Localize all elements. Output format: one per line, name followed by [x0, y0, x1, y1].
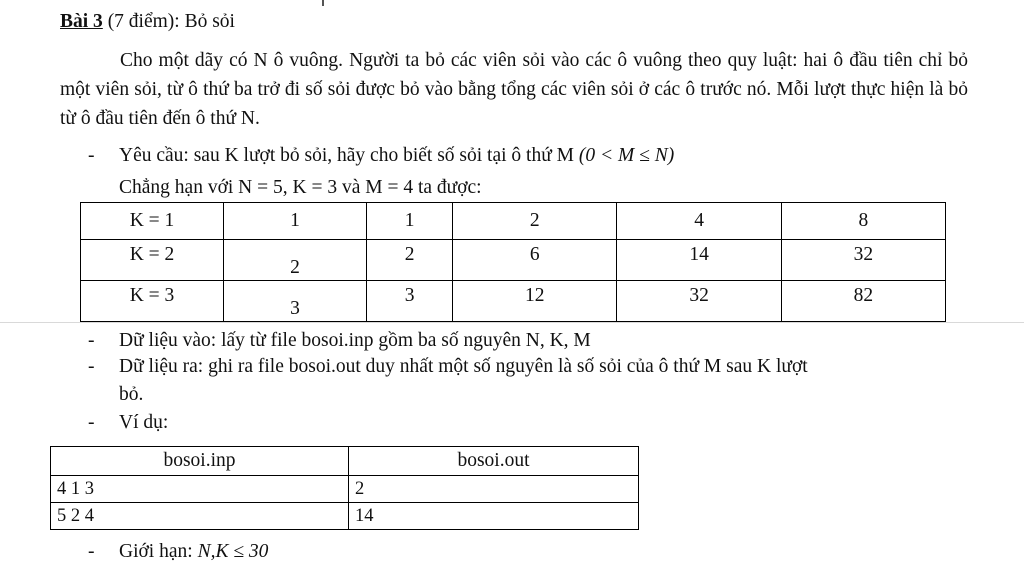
- bullet-dash: -: [88, 145, 95, 166]
- example-cell: 82: [781, 281, 945, 322]
- example-cell: 2: [224, 240, 367, 281]
- example-table-row: [81, 203, 946, 240]
- example-cell: 12: [453, 281, 617, 322]
- io-table-row: [51, 476, 639, 503]
- exercise-title: [60, 11, 235, 33]
- requirement-condition: (0 < M ≤ N): [578, 145, 675, 166]
- problem-description: Cho một dãy có N ô vuông. Người ta bỏ các viên sỏi vào các ô vuông theo quy luật: hai ô đầu tiên chỉ bỏ một viên sỏi, từ ô thứ ba trở đi số sỏi được bỏ vào bằng tổng các viên sỏi ở các ô trước nó. Mỗi lượt thực hiện là bỏ từ ô đầu tiên đến ô thứ N.: [60, 50, 968, 129]
- example-intro: Chẳng hạn với N = 5, K = 3 và M = 4 ta được:: [119, 177, 482, 198]
- requirement-item: [88, 145, 675, 167]
- exercise-heading: (7 điểm): Bỏ sỏi: [107, 11, 235, 32]
- io-output-cell: 2: [349, 476, 639, 503]
- example-cell: 4: [617, 203, 781, 240]
- example-cell: 6: [453, 240, 617, 281]
- example-cell: 32: [781, 240, 945, 281]
- output-item: [88, 356, 808, 378]
- example-cell: 32: [617, 281, 781, 322]
- exercise-number: Bài 3: [60, 11, 103, 32]
- top-edge-mark: [322, 0, 324, 6]
- example-cell: 1: [367, 203, 453, 240]
- example-row-label: K = 2: [81, 240, 224, 281]
- example-cell: 2: [453, 203, 617, 240]
- example-table: [80, 202, 946, 322]
- bullet-dash: -: [88, 330, 95, 351]
- limit-label: Giới hạn:: [119, 541, 193, 562]
- io-output-cell: 14: [349, 503, 639, 530]
- example-row-label: K = 3: [81, 281, 224, 322]
- io-table-row: [51, 503, 639, 530]
- example-cell: 1: [224, 203, 367, 240]
- example-label: Ví dụ:: [119, 412, 169, 433]
- requirement-text: Yêu cầu: sau K lượt bỏ sỏi, hãy cho biết số sỏi tại ô thứ M: [119, 145, 574, 166]
- example-cell: 3: [367, 281, 453, 322]
- example-cell: 3: [224, 281, 367, 322]
- example-cell: 14: [617, 240, 781, 281]
- example-cell: 8: [781, 203, 945, 240]
- io-header-output: bosoi.out: [349, 447, 639, 476]
- example-table-row: [81, 240, 946, 281]
- example-cell: 2: [367, 240, 453, 281]
- bullet-dash: -: [88, 356, 95, 377]
- input-item: [88, 330, 591, 352]
- example-row-label: K = 1: [81, 203, 224, 240]
- output-text-line1: Dữ liệu ra: ghi ra file bosoi.out duy nhất một số nguyên là số sỏi của ô thứ M sau K lượt: [119, 356, 808, 377]
- output-text-line2: bỏ.: [119, 384, 144, 405]
- example-item: [88, 412, 169, 434]
- limit-expression: N,K ≤ 30: [197, 541, 269, 562]
- page-divider: [0, 322, 1024, 323]
- example-table-row: [81, 281, 946, 322]
- io-input-cell: 4 1 3: [51, 476, 349, 503]
- io-header-input: bosoi.inp: [51, 447, 349, 476]
- input-text: Dữ liệu vào: lấy từ file bosoi.inp gồm ba số nguyên N, K, M: [119, 330, 591, 351]
- io-table: [50, 446, 639, 530]
- limit-item: [88, 541, 269, 563]
- bullet-dash: -: [88, 412, 95, 433]
- io-input-cell: 5 2 4: [51, 503, 349, 530]
- bullet-dash: -: [88, 541, 95, 562]
